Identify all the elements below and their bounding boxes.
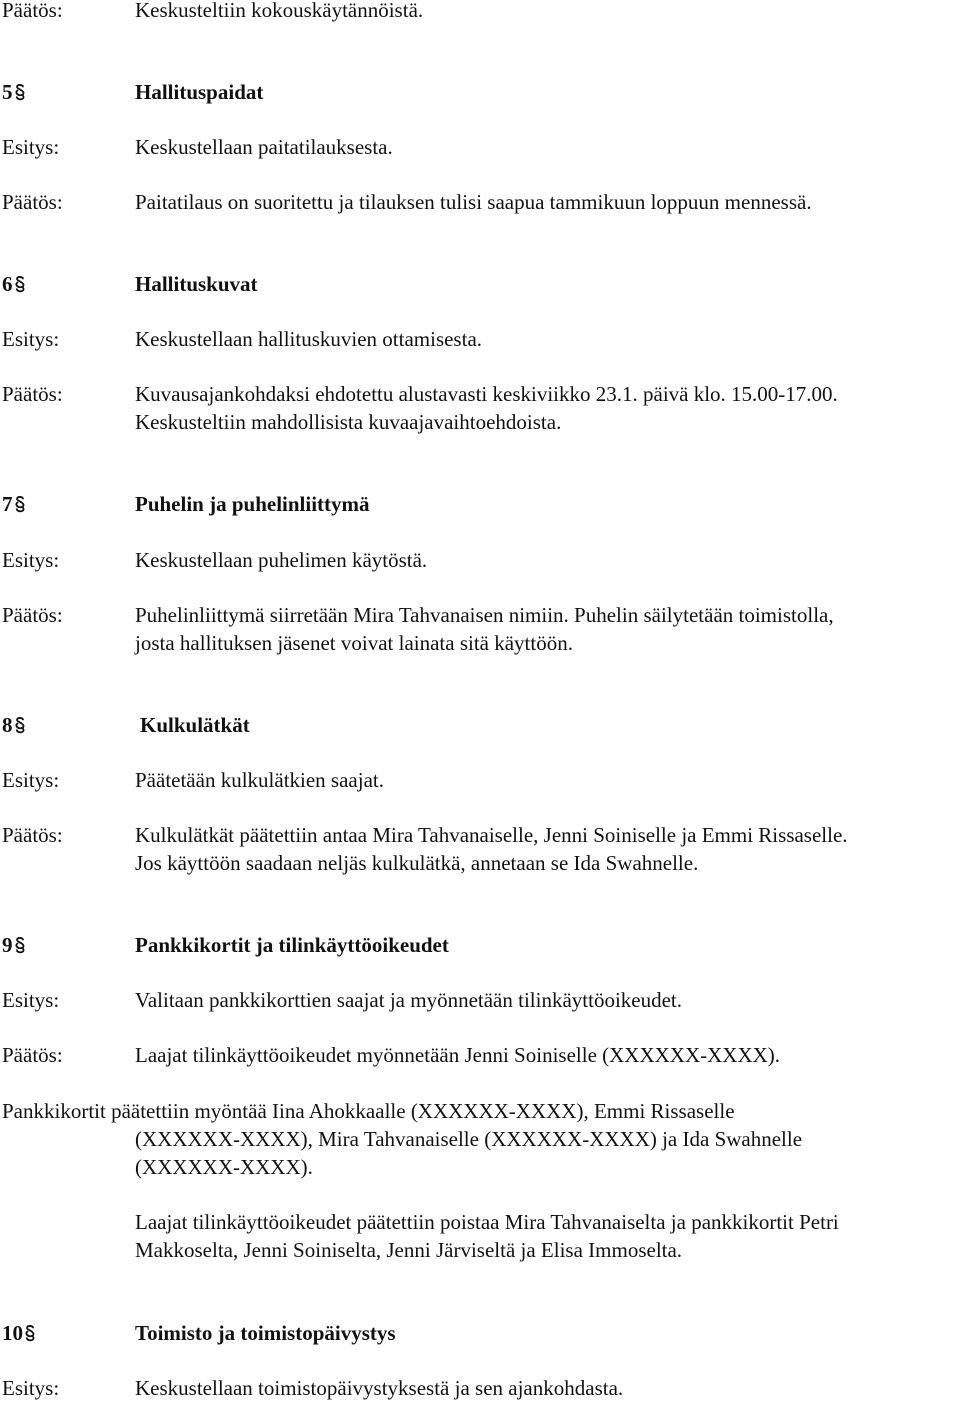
esitys-text: Keskustellaan paitatilauksesta. [135,135,393,159]
paatos-text: josta hallituksen jäsenet voivat lainata sitä käyttöön. [135,631,573,655]
esitys-label: Esitys: [2,327,60,351]
paatos-text: Keskusteltiin kokouskäytännöistä. [135,0,424,22]
esitys-label: Esitys: [2,988,60,1012]
section-title: Hallituskuvat [135,272,258,296]
section-number: 6 [2,272,26,296]
paatos-text: (XXXXXX-XXXX), Mira Tahvanaiselle (XXXXXX-XXXX) ja Ida Swahnelle [135,1127,803,1151]
paatos-text: Laajat tilinkäyttöoikeudet päätettiin poistaa Mira Tahvanaiselta ja pankkikortit Petri [135,1210,839,1234]
paatos-text: (XXXXXX-XXXX). [135,1155,313,1179]
esitys-text: Valitaan pankkikorttien saajat ja myönnetään tilinkäyttöoikeudet. [135,988,683,1012]
paatos-text: Paitatilaus on suoritettu ja tilauksen tulisi saapua tammikuun loppuun mennessä. [135,190,812,214]
section-title: Hallituspaidat [135,80,264,104]
section-sign-icon [14,936,26,954]
section-number: 8 [2,713,26,737]
section-sign-icon [14,275,26,293]
esitys-label: Esitys: [2,768,60,792]
paatos-text: Jos käyttöön saadaan neljäs kulkulätkä, annetaan se Ida Swahnelle. [135,851,699,875]
paatos-label: Päätös: [2,190,63,214]
paatos-text: Keskusteltiin mahdollisista kuvaajavaihtoehdoista. [135,410,562,434]
section-title: Puhelin ja puhelinliittymä [135,492,370,516]
section-title: Kulkulätkät [140,713,250,737]
paatos-label: Päätös: [2,1043,63,1067]
esitys-text: Keskustellaan hallituskuvien ottamisesta. [135,327,483,351]
section-number: 7 [2,492,26,516]
paatos-label: Päätös: [2,603,63,627]
esitys-text: Päätetään kulkulätkien saajat. [135,768,384,792]
section-number: 9 [2,933,26,957]
paatos-text: Pankkikortit päätettiin myöntää Iina Ahokkaalle (XXXXXX-XXXX), Emmi Rissaselle [2,1099,735,1123]
paatos-text: Puhelinliittymä siirretään Mira Tahvanaisen nimiin. Puhelin säilytetään toimistolla, [135,603,834,627]
paatos-label: Päätös: [2,823,63,847]
esitys-text: Keskustellaan toimistopäivystyksestä ja sen ajankohdasta. [135,1376,624,1400]
section-sign-icon [14,83,26,101]
section-title: Toimisto ja toimistopäivystys [135,1321,396,1345]
esitys-label: Esitys: [2,548,60,572]
section-sign-icon [14,495,26,513]
esitys-text: Keskustellaan puhelimen käytöstä. [135,548,428,572]
section-sign-icon [14,716,26,734]
paatos-text: Kulkulätkät päätettiin antaa Mira Tahvanaiselle, Jenni Soiniselle ja Emmi Rissaselle. [135,823,848,847]
paatos-text: Makkoselta, Jenni Soiniselta, Jenni Järviseltä ja Elisa Immoselta. [135,1238,683,1262]
section-title: Pankkikortit ja tilinkäyttöoikeudet [135,933,449,957]
section-number: 5 [2,80,26,104]
paatos-text: Kuvausajankohdaksi ehdotettu alustavasti keskiviikko 23.1. päivä klo. 15.00-17.00. [135,382,838,406]
section-number: 10 [2,1321,36,1345]
paatos-label: Päätös: [2,382,63,406]
section-sign-icon [24,1324,36,1342]
paatos-label: Päätös: [2,0,63,22]
esitys-label: Esitys: [2,1376,60,1400]
esitys-label: Esitys: [2,135,60,159]
paatos-text: Laajat tilinkäyttöoikeudet myönnetään Jenni Soiniselle (XXXXXX-XXXX). [135,1043,781,1067]
